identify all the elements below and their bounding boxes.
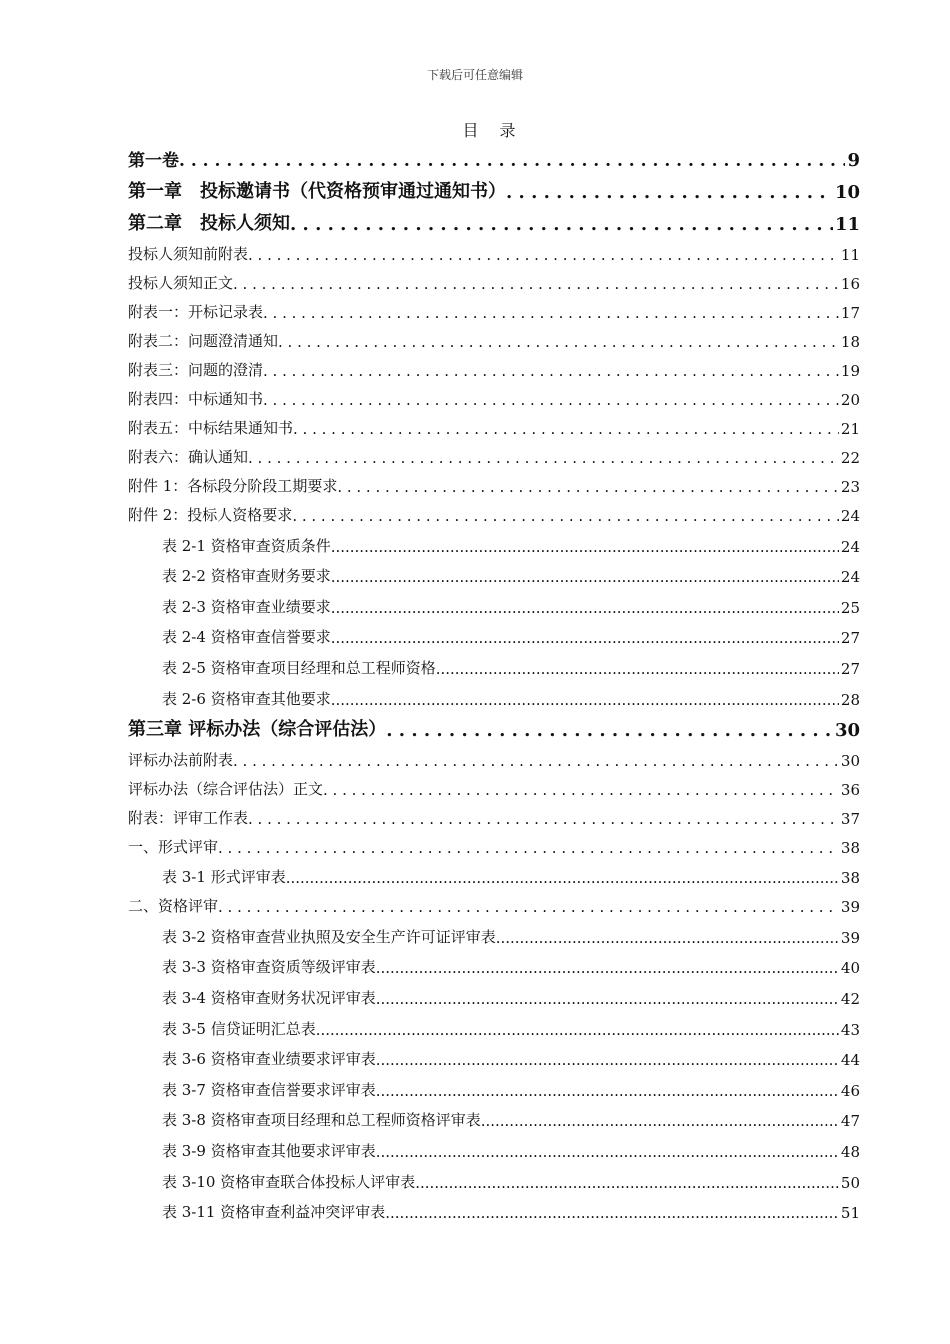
toc-dot-leader <box>233 752 839 770</box>
toc-entry[interactable] <box>128 380 860 409</box>
toc-dot-leader <box>436 660 839 678</box>
page-header: 下载后可任意编辑 <box>426 68 523 82</box>
toc-entry-label: 第二章 投标人须知 <box>128 213 290 234</box>
toc-entry[interactable] <box>128 293 860 322</box>
toc-dot-leader <box>376 1082 839 1100</box>
toc-entry-page-number: 23 <box>840 478 860 496</box>
toc-entry-page-number: 36 <box>840 780 860 799</box>
toc-dot-leader <box>263 304 839 322</box>
toc-entry-label: 投标人须知正文 <box>128 274 234 292</box>
toc-entry-page-number: 30 <box>840 751 860 770</box>
toc-entry-page-number: 39 <box>840 898 860 917</box>
toc-entry[interactable] <box>128 409 860 438</box>
toc-entry[interactable] <box>128 264 860 293</box>
toc-entry-page-number: 20 <box>840 391 860 409</box>
toc-entry-page-number: 42 <box>840 989 860 1008</box>
toc-entry-page-number: 37 <box>840 809 860 828</box>
toc-entry-page-number: 27 <box>840 629 860 648</box>
toc-entry[interactable] <box>128 857 860 888</box>
toc-entry-label: 表 2-1 资格审查资质条件 <box>162 536 331 555</box>
toc-entry[interactable] <box>128 770 860 799</box>
toc-entry[interactable] <box>128 525 860 556</box>
toc-entry-label: 表 2-4 资格审查信誉要求 <box>162 628 331 647</box>
toc-entry-page-number: 38 <box>840 869 860 888</box>
toc-entry-page-number: 46 <box>840 1081 860 1100</box>
toc-dot-leader <box>263 391 839 409</box>
toc-entry-page-number: 9 <box>847 150 860 171</box>
toc-entry-label: 第三章 评标办法（综合评估法） <box>128 718 387 740</box>
toc-entry[interactable] <box>128 678 860 709</box>
toc-entry-page-number: 43 <box>840 1020 860 1039</box>
toc-entry-label: 表 2-6 资格审查其他要求 <box>162 689 331 708</box>
toc-entry-page-number: 50 <box>840 1173 860 1192</box>
toc-entry-label: 评标办法前附表 <box>128 750 234 769</box>
toc-entry-label: 附表六：确认通知 <box>128 448 249 466</box>
toc-title: 目 录 <box>462 121 524 140</box>
toc-entry-label: 附表三：问题的澄清 <box>128 361 264 379</box>
toc-entry[interactable] <box>128 496 860 525</box>
toc-entry-page-number: 39 <box>840 928 860 947</box>
toc-dot-leader <box>331 691 839 709</box>
toc-entry[interactable] <box>128 322 860 351</box>
toc-entry-label: 二、资格评审 <box>128 897 219 916</box>
toc-entry-label: 第一卷 <box>128 151 179 171</box>
toc-dot-leader <box>337 478 839 496</box>
toc-entry[interactable] <box>128 1192 860 1223</box>
toc-dot-leader <box>263 362 839 380</box>
toc-entry[interactable] <box>128 203 860 235</box>
toc-entry[interactable] <box>128 647 860 678</box>
toc-entry-label: 表 2-5 资格审查项目经理和总工程师资格 <box>162 658 436 677</box>
toc-dot-leader <box>179 151 845 171</box>
toc-entry[interactable] <box>128 467 860 496</box>
toc-entry-page-number: 10 <box>834 182 860 203</box>
toc-entry-label: 附表一：开标记录表 <box>128 303 264 321</box>
toc-entry-label: 表 2-3 资格审查业绩要求 <box>162 597 331 616</box>
toc-entry-page-number: 30 <box>834 719 860 741</box>
toc-entry[interactable] <box>128 1039 860 1070</box>
toc-dot-leader <box>248 810 839 828</box>
toc-entry-page-number: 25 <box>840 598 860 617</box>
toc-entry[interactable] <box>128 586 860 617</box>
toc-entry-page-number: 16 <box>840 275 860 293</box>
toc-dot-leader <box>316 1021 839 1039</box>
toc-entry-label: 表 3-1 形式评审表 <box>162 868 286 887</box>
toc-entry-page-number: 38 <box>840 838 860 857</box>
toc-entry-page-number: 24 <box>840 537 860 556</box>
toc-entry[interactable] <box>128 799 860 828</box>
toc-entry-label: 附表：评审工作表 <box>128 808 249 827</box>
toc-entry-page-number: 11 <box>840 246 860 264</box>
toc-entry-label: 附表二：问题澄清通知 <box>128 332 279 350</box>
toc-entry[interactable] <box>128 977 860 1008</box>
toc-entry[interactable] <box>128 171 860 203</box>
toc-entry[interactable] <box>128 235 860 264</box>
toc-dot-leader <box>506 182 833 203</box>
toc-entry-page-number: 21 <box>840 420 860 438</box>
toc-entry[interactable] <box>128 1130 860 1161</box>
toc-entry-label: 附表五：中标结果通知书 <box>128 419 294 437</box>
toc-dot-leader <box>218 839 839 857</box>
toc-dot-leader <box>331 568 839 586</box>
toc-entry[interactable] <box>128 887 860 916</box>
toc-dot-leader <box>385 1204 839 1222</box>
toc-dot-leader <box>415 1174 839 1192</box>
toc-entry-label: 附件 2：投标人资格要求 <box>128 506 293 524</box>
toc-dot-leader <box>331 538 839 556</box>
toc-entry-page-number: 28 <box>840 690 860 709</box>
toc-entry[interactable] <box>128 741 860 770</box>
toc-entry-page-number: 19 <box>840 362 860 380</box>
toc-dot-leader <box>293 420 839 438</box>
toc-entry-label: 表 3-7 资格审查信誉要求评审表 <box>162 1080 376 1099</box>
toc-entry-page-number: 44 <box>840 1051 860 1070</box>
toc-entry-label: 表 3-8 资格审查项目经理和总工程师资格评审表 <box>162 1111 481 1130</box>
toc-dot-leader <box>496 929 839 947</box>
toc-entry[interactable] <box>128 1161 860 1192</box>
toc-entry-label: 表 3-4 资格审查财务状况评审表 <box>162 988 376 1007</box>
toc-entry-page-number: 18 <box>840 333 860 351</box>
toc-dot-leader <box>331 629 839 647</box>
toc-dot-leader <box>290 214 833 235</box>
toc-dot-leader <box>331 599 839 617</box>
toc-dot-leader <box>233 275 839 293</box>
toc-entry[interactable] <box>128 617 860 648</box>
toc-dot-leader <box>248 246 839 264</box>
toc-entry-page-number: 48 <box>840 1142 860 1161</box>
toc-entry-label: 表 3-3 资格审查资质等级评审表 <box>162 958 376 977</box>
toc-entry[interactable] <box>128 438 860 467</box>
toc-dot-leader <box>376 990 839 1008</box>
toc-entry-label: 第一章 投标邀请书（代资格预审通过通知书） <box>128 181 506 202</box>
toc-entry-page-number: 11 <box>834 214 860 235</box>
table-of-contents <box>128 141 860 1222</box>
toc-entry-page-number: 27 <box>840 659 860 678</box>
toc-dot-leader <box>278 333 839 351</box>
toc-dot-leader <box>248 449 839 467</box>
toc-entry-page-number: 51 <box>840 1204 860 1223</box>
toc-entry-page-number: 24 <box>840 507 860 525</box>
toc-dot-leader <box>218 898 839 916</box>
toc-entry[interactable] <box>128 828 860 857</box>
toc-entry-label: 表 3-6 资格审查业绩要求评审表 <box>162 1050 376 1069</box>
toc-entry[interactable] <box>128 1069 860 1100</box>
toc-entry-label: 附件 1：各标段分阶段工期要求 <box>128 477 338 495</box>
toc-entry[interactable] <box>128 556 860 587</box>
toc-dot-leader <box>286 869 839 887</box>
toc-dot-leader <box>481 1112 839 1130</box>
toc-entry-label: 附表四：中标通知书 <box>128 390 264 408</box>
toc-entry-label: 表 3-10 资格审查联合体投标人评审表 <box>162 1172 416 1191</box>
toc-entry-label: 一、形式评审 <box>128 837 219 856</box>
toc-entry[interactable] <box>128 709 860 741</box>
toc-entry[interactable] <box>128 1100 860 1131</box>
toc-entry-page-number: 47 <box>840 1112 860 1131</box>
toc-entry[interactable] <box>128 916 860 947</box>
toc-entry-label: 表 3-5 信贷证明汇总表 <box>162 1019 316 1038</box>
toc-entry-label: 表 2-2 资格审查财务要求 <box>162 567 331 586</box>
toc-dot-leader <box>323 781 839 799</box>
toc-entry-page-number: 17 <box>840 304 860 322</box>
toc-entry[interactable] <box>128 947 860 978</box>
toc-entry-label: 评标办法（综合评估法）正文 <box>128 779 324 798</box>
toc-entry[interactable] <box>128 1008 860 1039</box>
toc-entry-page-number: 22 <box>840 449 860 467</box>
toc-entry[interactable] <box>128 351 860 380</box>
toc-dot-leader <box>376 959 839 977</box>
toc-dot-leader <box>376 1143 839 1161</box>
toc-entry-page-number: 40 <box>840 959 860 978</box>
toc-entry-label: 表 3-11 资格审查利益冲突评审表 <box>162 1203 386 1222</box>
toc-entry-page-number: 24 <box>840 568 860 587</box>
toc-entry-label: 表 3-9 资格审查其他要求评审表 <box>162 1141 376 1160</box>
toc-dot-leader <box>386 720 833 741</box>
toc-dot-leader <box>376 1051 839 1069</box>
toc-entry-label: 投标人须知前附表 <box>128 245 249 263</box>
toc-entry-label: 表 3-2 资格审查营业执照及安全生产许可证评审表 <box>162 927 496 946</box>
toc-dot-leader <box>292 507 839 525</box>
toc-entry[interactable] <box>128 141 860 171</box>
